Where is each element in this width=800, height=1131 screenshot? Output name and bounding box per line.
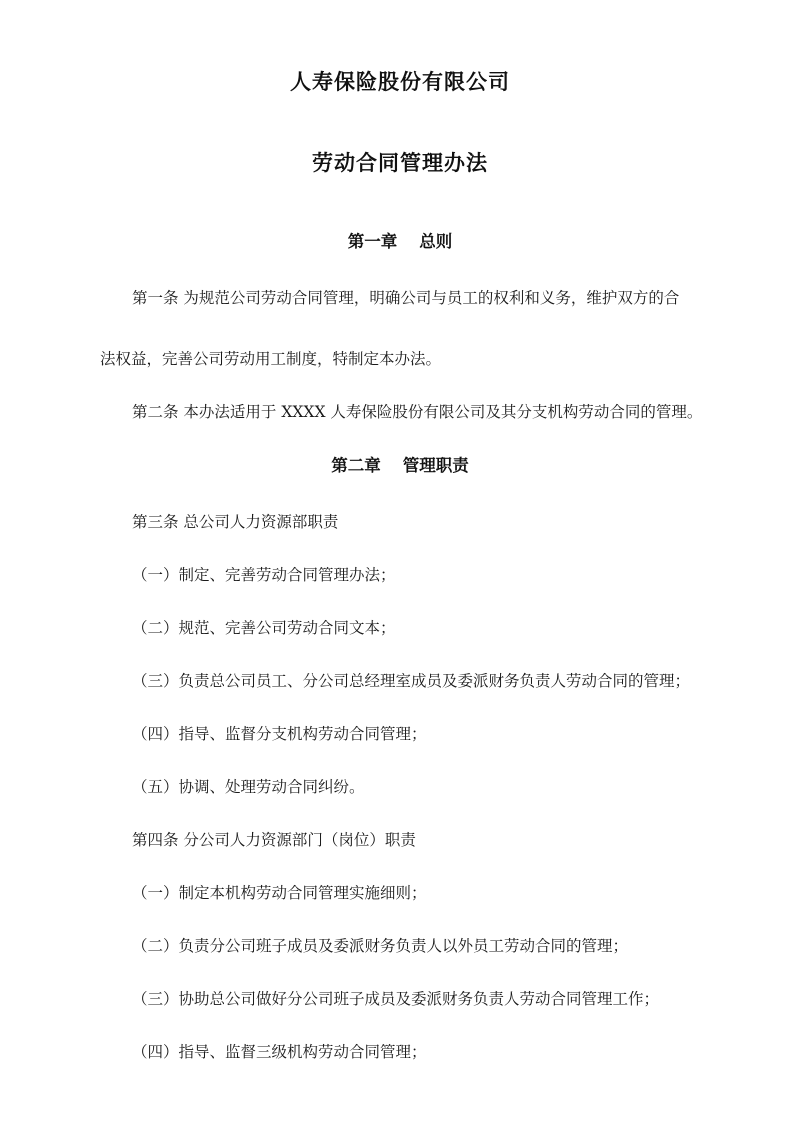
article-3-item-2: （二）规范、完善公司劳动合同文本； — [132, 619, 396, 637]
article-4-item-1: （一）制定本机构劳动合同管理实施细则； — [132, 884, 427, 902]
article-3-item-3: （三）负责总公司员工、分公司总经理室成员及委派财务负责人劳动合同的管理； — [132, 672, 691, 690]
company-title: 人寿保险股份有限公司 — [290, 69, 510, 94]
article-1-line-2: 法权益，完善公司劳动用工制度，特制定本办法。 — [100, 350, 442, 368]
article-3-heading: 第三条 总公司人力资源部职责 — [132, 513, 339, 531]
chapter-1-name: 总则 — [419, 232, 453, 251]
article-3-item-1: （一）制定、完善劳动合同管理办法； — [132, 566, 396, 584]
article-4-item-4: （四）指导、监督三级机构劳动合同管理； — [132, 1043, 427, 1061]
article-3-item-5: （五）协调、处理劳动合同纠纷。 — [132, 778, 365, 796]
chapter-2-number: 第二章 — [331, 456, 381, 475]
article-4-item-3: （三）协助总公司做好分公司班子成员及委派财务负责人劳动合同管理工作； — [132, 990, 660, 1008]
article-4-heading: 第四条 分公司人力资源部门（岗位）职责 — [132, 831, 416, 849]
document-title: 劳动合同管理办法 — [312, 150, 488, 175]
chapter-2-name: 管理职责 — [402, 456, 469, 475]
article-1-line-1: 第一条 为规范公司劳动合同管理，明确公司与员工的权利和义务，维护双方的合 — [132, 289, 680, 307]
chapter-1-heading — [0, 230, 800, 254]
article-3-item-4: （四）指导、监督分支机构劳动合同管理； — [132, 725, 427, 743]
chapter-2-heading — [0, 454, 800, 478]
chapter-1-number: 第一章 — [347, 232, 398, 251]
article-2: 第二条 本办法适用于 XXXX 人寿保险股份有限公司及其分支机构劳动合同的管理。 — [132, 403, 703, 421]
article-4-item-2: （二）负责分公司班子成员及委派财务负责人以外员工劳动合同的管理； — [132, 937, 629, 955]
